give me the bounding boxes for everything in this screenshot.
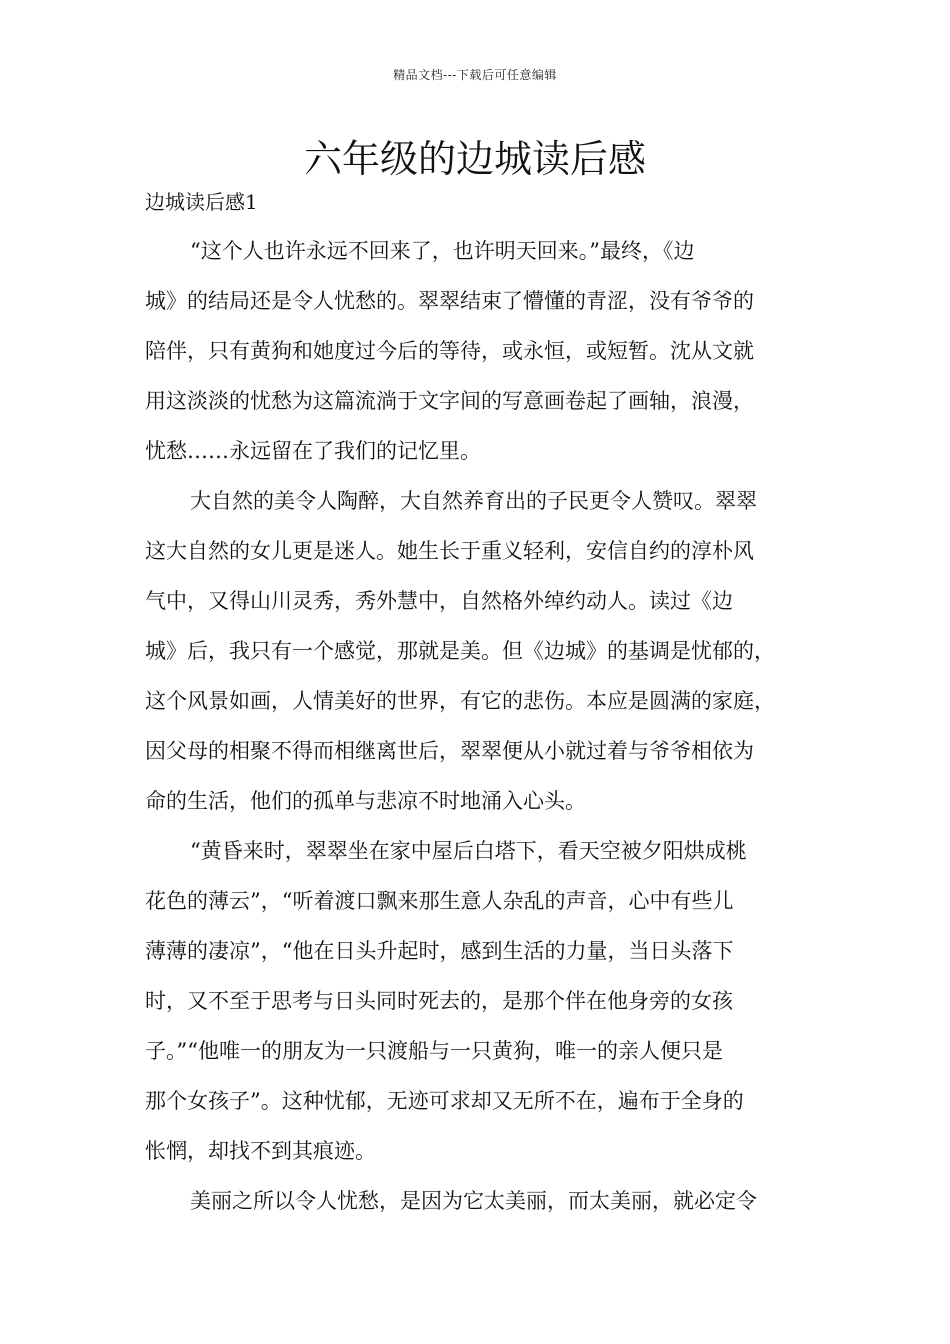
body-line: 那个女孩子”。这种忧郁，无迹可求却又无所不在，遍布于全身的 bbox=[145, 1089, 744, 1113]
body-line: 时，又不至于思考与日头同时死去的，是那个伴在他身旁的女孩 bbox=[145, 989, 733, 1013]
body-line: 花色的薄云”，“听着渡口飘来那生意人杂乱的声音，心中有些儿 bbox=[145, 889, 734, 913]
body-line: “黄昏来时，翠翠坐在家中屋后白塔下，看天空被夕阳烘成桃 bbox=[190, 839, 747, 863]
body-line: 大自然的美令人陶醉，大自然养育出的子民更令人赞叹。翠翠 bbox=[190, 489, 757, 513]
body-line: 用这淡淡的忧愁为这篇流淌于文字间的写意画卷起了画轴，浪漫， bbox=[145, 389, 754, 413]
body-line: “这个人也许永远不回来了，也许明天回来。”最终，《边 bbox=[190, 239, 695, 263]
body-line: 怅惘，却找不到其痕迹。 bbox=[145, 1139, 376, 1163]
body-line: 陪伴，只有黄狗和她度过今后的等待，或永恒，或短暂。沈从文就 bbox=[145, 339, 754, 363]
body-line: 气中，又得山川灵秀，秀外慧中，自然格外绰约动人。读过《边 bbox=[145, 589, 733, 613]
body-line: 这大自然的女儿更是迷人。她生长于重义轻利，安信自约的淳朴风 bbox=[145, 539, 754, 563]
document-title: 六年级的边城读后感 bbox=[303, 137, 646, 181]
body-line: 子。”“他唯一的朋友为一只渡船与一只黄狗，唯一的亲人便只是 bbox=[145, 1039, 723, 1063]
body-line: 忧愁……永远留在了我们的记忆里。 bbox=[145, 439, 481, 463]
header-note: 精品文档---下载后可任意编辑 bbox=[393, 68, 557, 82]
body-line: 城》的结局还是令人忧愁的。翠翠结束了懵懂的青涩，没有爷爷的 bbox=[145, 289, 754, 313]
body-line: 这个风景如画，人情美好的世界，有它的悲伤。本应是圆满的家庭， bbox=[145, 689, 775, 713]
section-heading: 边城读后感1 bbox=[145, 190, 258, 214]
body-line: 城》后，我只有一个感觉，那就是美。但《边城》的基调是忧郁的， bbox=[145, 639, 775, 663]
body-line: 因父母的相聚不得而相继离世后，翠翠便从小就过着与爷爷相依为 bbox=[145, 739, 754, 763]
body-line: 命的生活，他们的孤单与悲凉不时地涌入心头。 bbox=[145, 789, 586, 813]
body-line: 薄薄的凄凉”，“他在日头升起时，感到生活的力量，当日头落下 bbox=[145, 939, 734, 963]
body-line: 美丽之所以令人忧愁，是因为它太美丽，而太美丽，就必定令 bbox=[190, 1189, 757, 1213]
